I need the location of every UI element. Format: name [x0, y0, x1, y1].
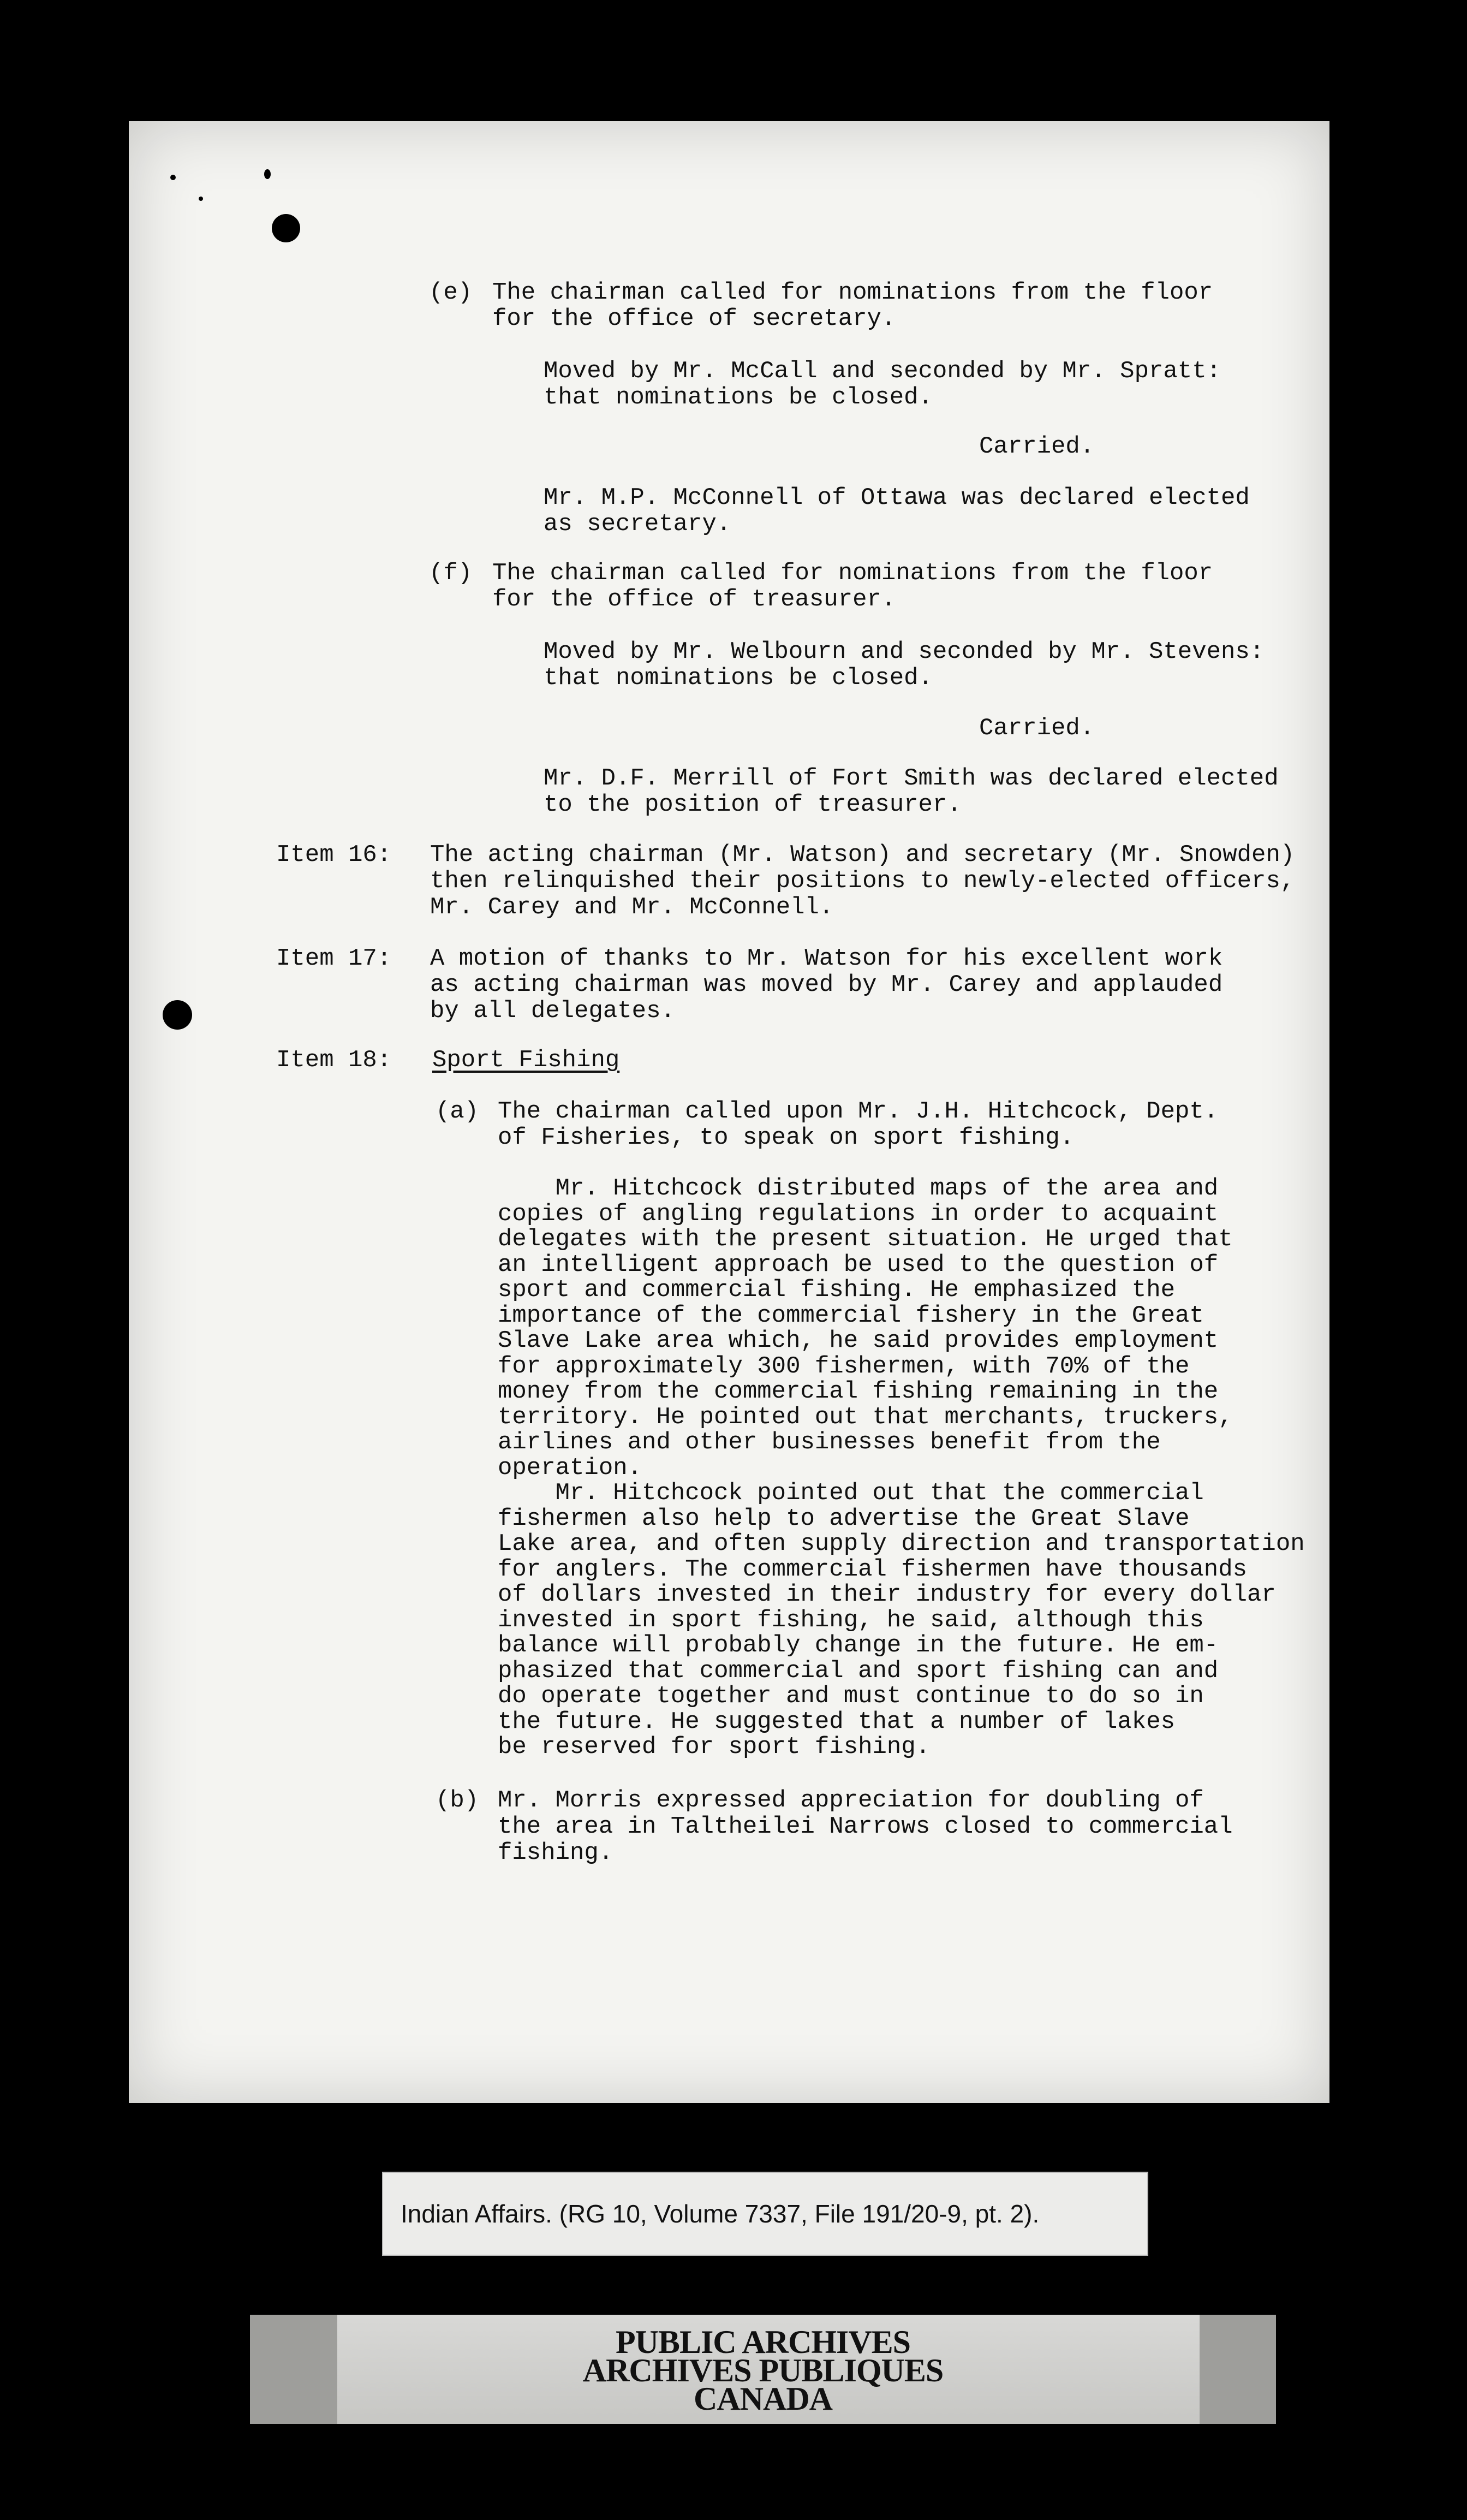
- paragraph: The chairman called upon Mr. J.H. Hitchcock, Dept. of Fisheries, to speak on sport fishing.: [498, 1098, 1219, 1151]
- ink-speck: [170, 175, 176, 180]
- paragraph: The chairman called for nominations from the floor for the office of treasurer.: [492, 560, 1213, 613]
- section-heading: Sport Fishing: [432, 1047, 620, 1074]
- item-marker: (e): [429, 279, 473, 306]
- ink-speck: [163, 1000, 192, 1030]
- motion-paragraph: Moved by Mr. Welbourn and seconded by Mr. Stevens: that nominations be closed.: [544, 638, 1265, 692]
- item-marker: (f): [429, 560, 473, 587]
- carried-label: Carried.: [979, 715, 1095, 742]
- report-paragraph: Mr. Hitchcock distributed maps of the area and copies of angling regulations in order to acquaint delegates with the present situation. He urged that an intelligent approach be used to the question of sport and commercial fishing. He emphasized the importance of the commercial fishery in the Great Slave Lake area which, he said provides employment for approximately 300 fishermen, with 70% of the money from the commercial fishing remaining in the territory. He pointed out that merchants, truckers, airlines and other businesses benefit from the operation. Mr. Hitchcock pointed out that the commercial fishermen also help to advertise the Great Slave Lake area, and often supply direction and transportation for anglers. The commercial fishermen have thousands of dollars invested in their industry for every dollar invested in sport fishing, he said, although this balance will probably change in the future. He em- phasized that commercial and sport fishing can and do operate together and must continue to do so in the future. He suggested that a number of lakes be reserved for sport fishing.: [498, 1175, 1305, 1761]
- carried-label: Carried.: [979, 433, 1095, 460]
- motion-paragraph: Moved by Mr. McCall and seconded by Mr. Spratt: that nominations be closed.: [544, 358, 1221, 411]
- item-number: Item 16:: [276, 841, 392, 869]
- archive-citation-label: [382, 2172, 1148, 2256]
- paragraph: Mr. M.P. McConnell of Ottawa was declared elected as secretary.: [544, 484, 1250, 538]
- paragraph: A motion of thanks to Mr. Watson for his excellent work as acting chairman was moved by Mr. Carey and applauded by all delegates.: [430, 945, 1223, 1025]
- paragraph: Mr. Morris expressed appreciation for doubling of the area in Taltheilei Narrows closed to commercial fishing.: [498, 1787, 1233, 1867]
- item-marker: (a): [436, 1098, 479, 1125]
- citation-text: Indian Affairs. (RG 10, Volume 7337, File 191/20-9, pt. 2).: [401, 2200, 1040, 2228]
- paragraph: The acting chairman (Mr. Watson) and secretary (Mr. Snowden) then relinquished their positions to newly-elected officers, Mr. Carey and Mr. McConnell.: [430, 841, 1295, 921]
- archives-stamp: [250, 2315, 1276, 2424]
- ink-speck: [264, 169, 271, 179]
- ink-speck: [199, 197, 203, 201]
- item-marker: (b): [436, 1787, 479, 1814]
- stamp-line-french: ARCHIVES PUBLIQUES: [582, 2352, 944, 2388]
- ink-speck: [272, 214, 300, 242]
- paragraph: The chairman called for nominations from the floor for the office of secretary.: [492, 279, 1213, 332]
- item-number: Item 17:: [276, 945, 392, 972]
- stamp-line-country: CANADA: [694, 2381, 832, 2417]
- stamp-line-english: PUBLIC ARCHIVES: [615, 2324, 911, 2360]
- paragraph: Mr. D.F. Merrill of Fort Smith was declared elected to the position of treasurer.: [544, 765, 1279, 818]
- item-number: Item 18:: [276, 1047, 392, 1074]
